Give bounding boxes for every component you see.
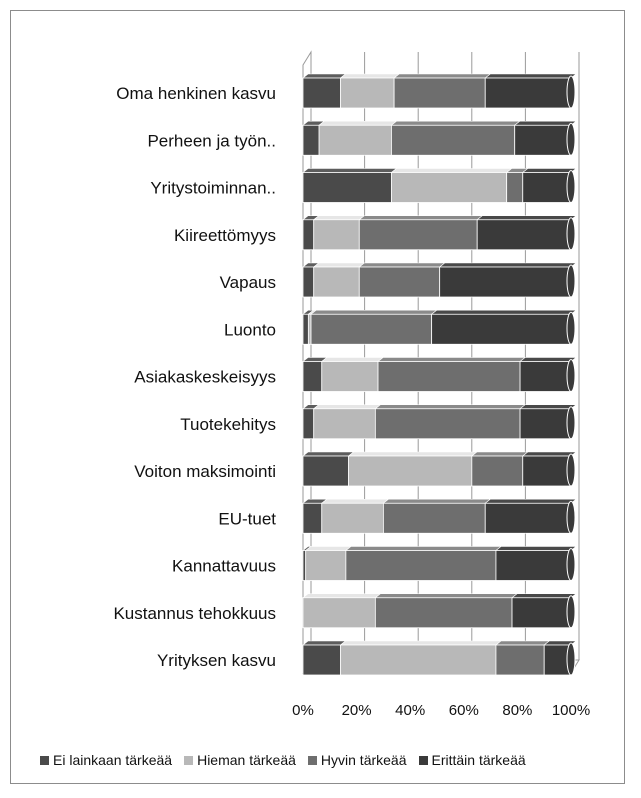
- bar-row: [303, 405, 576, 439]
- legend-swatch: [40, 756, 49, 765]
- bar-segment-top: [485, 499, 576, 503]
- bar-segment-front: [314, 267, 360, 297]
- bar-row: [303, 594, 576, 628]
- bar-end-cap: [567, 454, 575, 486]
- bar-segment: [346, 547, 501, 581]
- bar-segment: [485, 74, 576, 108]
- bar-segment: [303, 452, 354, 486]
- bar-segment-front: [303, 409, 314, 439]
- bar-end-cap: [567, 643, 575, 675]
- bar-segment-top: [314, 263, 365, 267]
- bar-segment-top: [322, 358, 383, 362]
- bar-end-cap: [567, 218, 575, 250]
- x-tick-label: 100%: [551, 702, 591, 719]
- bar-segment-front: [477, 220, 571, 250]
- bar-segment-top: [359, 216, 482, 220]
- bar-segment-top: [520, 405, 576, 409]
- legend-item: [184, 752, 296, 768]
- x-tick-label: 0%: [292, 702, 314, 719]
- bar-segment-front: [314, 409, 376, 439]
- bar-segment-front: [306, 551, 346, 581]
- bar-segment-top: [319, 121, 396, 125]
- bar-segment-top: [341, 74, 400, 78]
- bar-segment: [341, 74, 400, 108]
- bar-end-cap: [567, 123, 575, 155]
- bar-segment-front: [512, 598, 571, 628]
- bar-segment-front: [515, 125, 571, 155]
- bar-segment-top: [515, 121, 576, 125]
- bar-segment: [306, 547, 351, 581]
- bar-segment: [375, 405, 525, 439]
- bar-segment-front: [341, 78, 395, 108]
- bar-segment-front: [303, 220, 314, 250]
- bar-segment-front: [311, 314, 432, 344]
- bar-segment-top: [346, 547, 501, 551]
- category-label: Asiakaskeskeisyys: [134, 367, 276, 387]
- bar-segment-front: [341, 645, 496, 675]
- bar-segment: [311, 310, 437, 344]
- bar-segment: [472, 452, 528, 486]
- x-tick-label: 80%: [502, 702, 533, 719]
- bar-row: [303, 263, 576, 297]
- bar-segment-front: [383, 503, 485, 533]
- legend-label: Hieman tärkeää: [197, 752, 296, 768]
- bar-segment-front: [303, 503, 322, 533]
- bar-end-cap: [567, 171, 575, 203]
- bar-segment: [303, 641, 346, 675]
- bar-segment-front: [303, 173, 391, 203]
- legend-swatch: [184, 756, 193, 765]
- bar-segment: [391, 169, 511, 203]
- bar-row: [303, 216, 576, 250]
- bar-segment-front: [319, 125, 391, 155]
- bar-segment-front: [394, 78, 485, 108]
- bar-segment-front: [520, 362, 571, 392]
- bar-row: [303, 452, 576, 486]
- bar-segment: [512, 594, 576, 628]
- bar-segment-front: [314, 220, 360, 250]
- bar-segment-top: [322, 499, 389, 503]
- legend-swatch: [308, 756, 317, 765]
- bar-segment: [314, 405, 381, 439]
- bar-segment-front: [303, 267, 314, 297]
- bar-segment-top: [523, 169, 576, 173]
- legend-swatch: [419, 756, 428, 765]
- legend-label: Erittäin tärkeää: [431, 752, 526, 768]
- category-label: Vapaus: [219, 273, 276, 292]
- bar-segment-front: [303, 314, 308, 344]
- bar-segment-front: [375, 598, 512, 628]
- bar-segment-top: [303, 641, 346, 645]
- bar-segment-top: [394, 74, 490, 78]
- bar-segment-top: [359, 263, 444, 267]
- bar-segment: [303, 169, 396, 203]
- bar-segment-top: [303, 594, 380, 598]
- category-label: EU-tuet: [218, 509, 276, 529]
- bar-segment-front: [507, 173, 523, 203]
- bar-segment-top: [306, 547, 351, 551]
- bar-segment-front: [520, 409, 571, 439]
- bar-end-cap: [567, 76, 575, 108]
- bar-segment-top: [311, 310, 437, 314]
- bar-end-cap: [567, 312, 575, 344]
- bar-segment-front: [346, 551, 496, 581]
- bar-segment-top: [523, 452, 576, 456]
- bar-segment-front: [378, 362, 520, 392]
- bar-segment-top: [496, 641, 549, 645]
- bar-segment-top: [375, 405, 525, 409]
- bar-segment: [359, 216, 482, 250]
- bar-segment: [303, 594, 380, 628]
- bar-row: [303, 358, 576, 392]
- bar-segment-top: [303, 169, 396, 173]
- bar-segment-front: [496, 551, 571, 581]
- bar-segment: [319, 121, 396, 155]
- bar-segment: [341, 641, 501, 675]
- bar-segment: [378, 358, 525, 392]
- bar-segment: [477, 216, 576, 250]
- bar-segment-top: [314, 216, 365, 220]
- bar-segment-top: [375, 594, 517, 598]
- bar-segment: [394, 74, 490, 108]
- bar-end-cap: [567, 549, 575, 581]
- bar-segment-front: [375, 409, 520, 439]
- category-label: Oma henkinen kasvu: [116, 84, 276, 103]
- bar-segment-top: [472, 452, 528, 456]
- bar-segment-front: [472, 456, 523, 486]
- bar-row: [303, 310, 576, 344]
- bar-segment-front: [391, 173, 506, 203]
- bar-segment: [391, 121, 519, 155]
- bar-segment: [322, 499, 389, 533]
- bar-segment-front: [322, 362, 378, 392]
- bar-segment-top: [440, 263, 576, 267]
- bar-end-cap: [567, 360, 575, 392]
- bar-end-cap: [567, 501, 575, 533]
- bar-segment: [432, 310, 576, 344]
- category-label: Voiton maksimointi: [134, 462, 276, 481]
- bar-segment-top: [314, 405, 381, 409]
- bar-segment: [303, 74, 346, 108]
- bar-end-cap: [567, 407, 575, 439]
- bar-segment: [349, 452, 477, 486]
- bar-end-cap: [567, 596, 575, 628]
- category-label: Kiireettömyys: [173, 225, 276, 245]
- legend-item: [308, 752, 407, 768]
- bar-segment: [322, 358, 383, 392]
- bar-segment-front: [303, 551, 306, 581]
- bar-segment-front: [303, 78, 341, 108]
- bar-segment-front: [432, 314, 571, 344]
- x-tick-label: 60%: [448, 702, 479, 719]
- legend-label: Ei lainkaan tärkeää: [53, 752, 173, 768]
- bar-segment-front: [523, 173, 571, 203]
- category-label: Kannattavuus: [172, 556, 276, 576]
- bar-segment-front: [303, 125, 319, 155]
- bar-row: [303, 121, 576, 155]
- bar-segment-front: [485, 78, 571, 108]
- category-label: Kustannus tehokkuus: [113, 603, 276, 623]
- legend: [40, 752, 526, 768]
- bar-segment-top: [432, 310, 576, 314]
- bar-segment-top: [485, 74, 576, 78]
- bar-segment-top: [341, 641, 501, 645]
- category-label: Luonto: [224, 320, 276, 340]
- bar-segment-front: [308, 314, 311, 344]
- bar-segment-front: [303, 645, 341, 675]
- bar-row: [303, 641, 576, 675]
- bar-end-cap: [567, 265, 575, 297]
- bar-segment: [375, 594, 517, 628]
- bar-segment-front: [359, 267, 439, 297]
- bar-segment: [485, 499, 576, 533]
- bar-segment-top: [378, 358, 525, 362]
- bar-segment: [314, 263, 365, 297]
- bar-segment-front: [523, 456, 571, 486]
- bar-segment-front: [303, 598, 375, 628]
- bar-segment-front: [349, 456, 472, 486]
- bar-segment-top: [303, 452, 354, 456]
- bar-segment-top: [391, 169, 511, 173]
- x-tick-label: 40%: [395, 702, 426, 719]
- category-label: Tuotekehitys: [180, 414, 276, 434]
- bar-segment: [496, 547, 576, 581]
- bar-segment-top: [512, 594, 576, 598]
- bar-row: [303, 547, 576, 581]
- legend-label: Hyvin tärkeää: [320, 752, 407, 768]
- bar-segment-front: [391, 125, 514, 155]
- bar-segment: [383, 499, 490, 533]
- bar-segment: [359, 263, 444, 297]
- category-label: Perheen ja työn..: [147, 131, 276, 151]
- legend-item: [40, 752, 172, 768]
- bar-segment-top: [520, 358, 576, 362]
- bar-segment-front: [303, 362, 322, 392]
- bar-segment-front: [359, 220, 477, 250]
- bar-segment-front: [485, 503, 571, 533]
- bar-segment-top: [496, 547, 576, 551]
- x-tick-label: 20%: [341, 702, 372, 719]
- bar-segment-front: [496, 645, 544, 675]
- bar-segment-front: [440, 267, 571, 297]
- bar-row: [303, 74, 576, 108]
- bar-segment-top: [349, 452, 477, 456]
- bar-segment-front: [303, 456, 349, 486]
- bar-segment: [440, 263, 576, 297]
- bar-segment-front: [322, 503, 384, 533]
- bar-row: [303, 499, 576, 533]
- legend-item: [419, 752, 526, 768]
- bar-segment-top: [303, 74, 346, 78]
- bar-segment-top: [477, 216, 576, 220]
- category-label: Yrityksen kasvu: [156, 651, 276, 670]
- bar-segment: [496, 641, 549, 675]
- bar-row: [303, 169, 576, 203]
- category-label: Yritystoiminnan..: [150, 178, 276, 198]
- bar-segment-top: [391, 121, 519, 125]
- bar-segment-top: [383, 499, 490, 503]
- bar-segment: [314, 216, 365, 250]
